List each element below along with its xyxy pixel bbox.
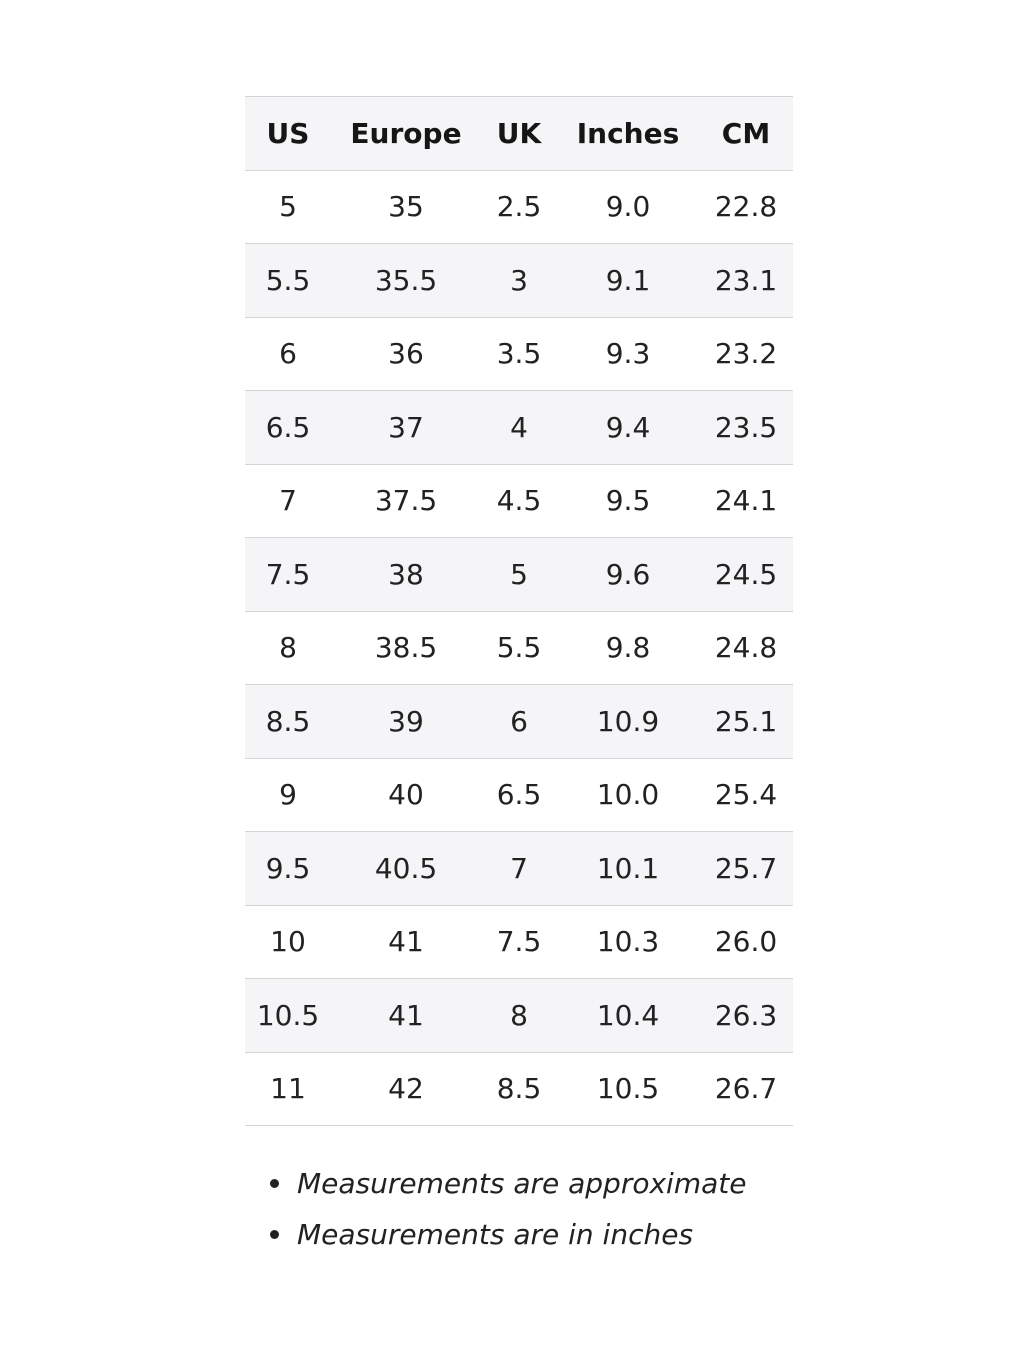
- table-row: [245, 758, 793, 832]
- cell-cm: 25.7: [699, 832, 793, 906]
- table-row: [245, 391, 793, 465]
- cell-cm: 26.7: [699, 1052, 793, 1126]
- cell-europe: 38: [331, 538, 481, 612]
- cell-uk: 8: [481, 979, 557, 1053]
- cell-uk: 5.5: [481, 611, 557, 685]
- cell-europe: 40.5: [331, 832, 481, 906]
- cell-cm: 24.1: [699, 464, 793, 538]
- table-row: [245, 317, 793, 391]
- cell-us: 5.5: [245, 244, 331, 318]
- cell-europe: 42: [331, 1052, 481, 1126]
- cell-europe: 37.5: [331, 464, 481, 538]
- cell-inches: 9.5: [557, 464, 699, 538]
- cell-uk: 7: [481, 832, 557, 906]
- cell-uk: 2.5: [481, 170, 557, 244]
- cell-inches: 9.8: [557, 611, 699, 685]
- cell-us: 7: [245, 464, 331, 538]
- cell-uk: 3.5: [481, 317, 557, 391]
- cell-us: 11: [245, 1052, 331, 1126]
- cell-uk: 4: [481, 391, 557, 465]
- cell-inches: 10.1: [557, 832, 699, 906]
- table-row: [245, 1052, 793, 1126]
- cell-us: 7.5: [245, 538, 331, 612]
- cell-cm: 22.8: [699, 170, 793, 244]
- cell-europe: 35.5: [331, 244, 481, 318]
- cell-uk: 6: [481, 685, 557, 759]
- header-us: US: [245, 97, 331, 171]
- cell-europe: 40: [331, 758, 481, 832]
- note-item: [270, 1209, 746, 1260]
- cell-inches: 10.4: [557, 979, 699, 1053]
- table-row: [245, 685, 793, 759]
- cell-inches: 9.1: [557, 244, 699, 318]
- cell-cm: 25.1: [699, 685, 793, 759]
- cell-inches: 9.3: [557, 317, 699, 391]
- cell-inches: 9.6: [557, 538, 699, 612]
- header-cm: CM: [699, 97, 793, 171]
- cell-us: 6.5: [245, 391, 331, 465]
- cell-us: 10.5: [245, 979, 331, 1053]
- cell-europe: 35: [331, 170, 481, 244]
- cell-uk: 4.5: [481, 464, 557, 538]
- header-europe: Europe: [331, 97, 481, 171]
- cell-europe: 39: [331, 685, 481, 759]
- cell-inches: 10.3: [557, 905, 699, 979]
- note-text: Measurements are in inches: [297, 1218, 694, 1251]
- cell-cm: 23.2: [699, 317, 793, 391]
- cell-cm: 23.1: [699, 244, 793, 318]
- cell-us: 10: [245, 905, 331, 979]
- cell-us: 9.5: [245, 832, 331, 906]
- table-row: [245, 611, 793, 685]
- cell-europe: 37: [331, 391, 481, 465]
- cell-us: 8.5: [245, 685, 331, 759]
- table-row: [245, 832, 793, 906]
- table-row: [245, 905, 793, 979]
- cell-uk: 6.5: [481, 758, 557, 832]
- cell-cm: 23.5: [699, 391, 793, 465]
- cell-us: 5: [245, 170, 331, 244]
- size-table-body: [245, 170, 793, 1126]
- cell-inches: 9.4: [557, 391, 699, 465]
- cell-cm: 24.8: [699, 611, 793, 685]
- table-row: [245, 244, 793, 318]
- header-inches: Inches: [557, 97, 699, 171]
- table-row: [245, 464, 793, 538]
- table-row: [245, 538, 793, 612]
- cell-uk: 3: [481, 244, 557, 318]
- cell-cm: 25.4: [699, 758, 793, 832]
- notes-list: [270, 1158, 746, 1260]
- cell-us: 6: [245, 317, 331, 391]
- table-header-row: [245, 97, 793, 171]
- cell-europe: 41: [331, 979, 481, 1053]
- size-chart-table: [245, 96, 793, 1126]
- table-row: [245, 979, 793, 1053]
- cell-uk: 5: [481, 538, 557, 612]
- note-text: Measurements are approximate: [297, 1167, 747, 1200]
- cell-us: 8: [245, 611, 331, 685]
- note-item: [270, 1158, 746, 1209]
- cell-cm: 26.3: [699, 979, 793, 1053]
- cell-inches: 10.9: [557, 685, 699, 759]
- bullet-icon: [270, 1230, 279, 1239]
- cell-inches: 10.0: [557, 758, 699, 832]
- cell-inches: 9.0: [557, 170, 699, 244]
- cell-uk: 7.5: [481, 905, 557, 979]
- cell-europe: 41: [331, 905, 481, 979]
- header-uk: UK: [481, 97, 557, 171]
- cell-uk: 8.5: [481, 1052, 557, 1126]
- cell-europe: 38.5: [331, 611, 481, 685]
- table-row: [245, 170, 793, 244]
- cell-cm: 24.5: [699, 538, 793, 612]
- bullet-icon: [270, 1179, 279, 1188]
- cell-inches: 10.5: [557, 1052, 699, 1126]
- cell-cm: 26.0: [699, 905, 793, 979]
- cell-europe: 36: [331, 317, 481, 391]
- cell-us: 9: [245, 758, 331, 832]
